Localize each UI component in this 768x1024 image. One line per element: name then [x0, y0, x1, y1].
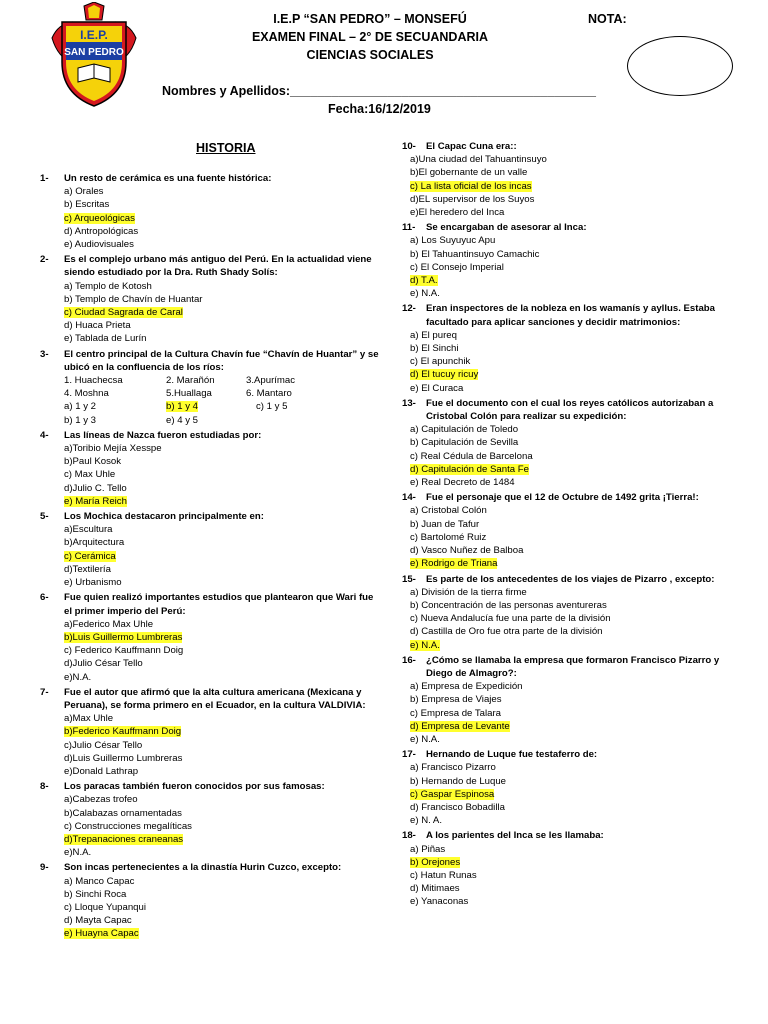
- option-label: c) El Consejo Imperial: [410, 261, 504, 273]
- answer-option[interactable]: [402, 261, 734, 274]
- option-label: d) Antropológicas: [64, 225, 139, 237]
- question-number: 3-: [40, 348, 49, 360]
- option-label: b) Sinchi Roca: [64, 888, 127, 900]
- answer-option[interactable]: [40, 833, 380, 846]
- question-2: [40, 253, 380, 345]
- correct-answer: b)Luis Guillermo Lumbreras: [64, 631, 183, 643]
- answer-option[interactable]: [40, 712, 380, 725]
- answer-option[interactable]: [402, 287, 734, 300]
- option-label: d) Castilla de Oro fue otra parte de la división: [410, 626, 603, 638]
- question-text: ¿Cómo se llamaba la empresa que formaron Francisco Pizarro y Diego de Almagro?:: [426, 654, 720, 679]
- option-label: e) Tablada de Lurín: [64, 333, 147, 345]
- river-row: [40, 374, 380, 387]
- answer-option[interactable]: [40, 765, 380, 778]
- answer-option[interactable]: [40, 550, 380, 563]
- question-stem: [40, 348, 380, 374]
- answer-option[interactable]: [402, 206, 734, 219]
- answer-option[interactable]: [402, 382, 734, 395]
- question-text: Fue el documento con el cual los reyes católicos autorizaban a Cristobal Colón para realizar su expedición:: [426, 397, 714, 423]
- option-label: c) Max Uhle: [64, 469, 116, 481]
- answer-option[interactable]: [402, 153, 734, 166]
- option-label: c) 1 y 5: [256, 401, 288, 413]
- river-row: [40, 387, 380, 400]
- option-label: a) Cristobal Colón: [410, 505, 487, 517]
- question-stem: [40, 780, 380, 793]
- correct-answer: c) Arqueológicas: [64, 212, 135, 224]
- question-number: 1-: [40, 173, 49, 184]
- river-item: 3.Apurímac: [246, 375, 296, 387]
- option-label: c) Real Cédula de Barcelona: [410, 450, 533, 462]
- option-label: a) Piñas: [410, 843, 446, 855]
- option-label: d) Vasco Nuñez de Balboa: [410, 545, 524, 557]
- correct-answer: d) Empresa de Levante: [410, 720, 510, 732]
- question-12: [402, 302, 734, 394]
- answer-option[interactable]: [40, 901, 380, 914]
- answer-option[interactable]: [64, 414, 166, 427]
- answer-option[interactable]: [402, 450, 734, 463]
- option-label: a) Los Suyuyuc Apu: [410, 235, 496, 247]
- answer-option[interactable]: [40, 536, 380, 549]
- grade-oval[interactable]: [627, 36, 733, 96]
- answer-option[interactable]: [40, 198, 380, 211]
- option-label: b) El Tahuantinsuyo Camachic: [410, 248, 540, 260]
- answer-option[interactable]: [40, 739, 380, 752]
- exam-title: EXAMEN FINAL – 2° DE SECUANDARIA: [251, 30, 489, 44]
- answer-option[interactable]: [40, 185, 380, 198]
- answer-option[interactable]: [402, 680, 734, 693]
- option-label: b) Hernando de Luque: [410, 775, 507, 787]
- question-text: A los parientes del Inca se les llamaba:: [426, 830, 604, 842]
- answer-option[interactable]: [40, 468, 380, 481]
- answer-option[interactable]: [40, 495, 380, 508]
- option-label: a)Una ciudad del Tahuantinsuyo: [410, 154, 547, 166]
- question-number: 4-: [40, 429, 49, 441]
- question-text: Son incas pertenecientes a la dinastía Hurin Cuzco, excepto:: [64, 862, 342, 874]
- correct-answer: e) Huayna Capac: [64, 928, 139, 940]
- option-label: d)Textilería: [64, 563, 111, 575]
- question-number: 12-: [402, 303, 416, 315]
- question-stem: [40, 510, 380, 523]
- answer-option[interactable]: [40, 807, 380, 820]
- option-label: a) Manco Capac: [64, 875, 135, 887]
- option-label: d) Huaca Prieta: [64, 320, 131, 332]
- option-label: e)N.A.: [64, 671, 92, 683]
- question-15: [402, 573, 734, 652]
- answer-option[interactable]: [402, 733, 734, 746]
- correct-answer: e) N.A.: [410, 639, 440, 651]
- answer-option[interactable]: [40, 482, 380, 495]
- option-label: b)Calabazas ornamentadas: [64, 807, 182, 819]
- question-stem: [402, 221, 734, 234]
- option-label: b) Juan de Tafur: [410, 518, 480, 530]
- answer-option[interactable]: [402, 544, 734, 557]
- question-number: 6-: [40, 592, 49, 604]
- answer-option[interactable]: [402, 693, 734, 706]
- option-label: b)Paul Kosok: [64, 456, 122, 468]
- answer-option[interactable]: [402, 814, 734, 827]
- river-item: 4. Moshna: [64, 388, 109, 400]
- question-number: 11-: [402, 222, 416, 234]
- answer-option[interactable]: [402, 329, 734, 342]
- exam-date: Fecha:16/12/2019: [328, 102, 431, 116]
- answer-option[interactable]: [402, 801, 734, 814]
- question-number: 18-: [402, 830, 416, 842]
- option-label: a)Toribio Mejía Xesspe: [64, 443, 162, 455]
- option-label: b) El Sinchi: [410, 343, 459, 355]
- correct-answer: e) María Reich: [64, 495, 127, 507]
- answer-option[interactable]: [40, 752, 380, 765]
- answer-option[interactable]: [40, 618, 380, 631]
- question-5: [40, 510, 380, 589]
- question-number: 5-: [40, 511, 49, 523]
- question-text: Es el complejo urbano más antiguo del Perú. En la actualidad viene siendo estudiado por la Dra. Ruth Shady Solís:: [64, 254, 372, 279]
- answer-option[interactable]: [402, 234, 734, 247]
- option-label: c) Nueva Andalucía fue una parte de la división: [410, 613, 611, 625]
- option-label: e) N.A.: [410, 733, 440, 745]
- answer-option[interactable]: [166, 414, 256, 427]
- correct-answer: d) El tucuy ricuy: [410, 369, 479, 381]
- option-label: d)Julio César Tello: [64, 658, 143, 670]
- correct-answer: b)Federico Kauffmann Doig: [64, 726, 182, 738]
- answer-option[interactable]: [402, 368, 734, 381]
- answer-option[interactable]: [402, 869, 734, 882]
- right-column: [402, 138, 734, 909]
- answer-option[interactable]: [64, 400, 166, 413]
- question-text: Eran inspectores de la nobleza en los wamanís y ayllus. Estaba facultado para aplicar sanciones y decidir matrimonios:: [426, 303, 715, 328]
- name-field[interactable]: Nombres y Apellidos:____________________________________________: [162, 84, 596, 98]
- answer-option[interactable]: [402, 463, 734, 476]
- answer-option[interactable]: [402, 476, 734, 489]
- option-label: b) Empresa de Viajes: [410, 694, 502, 706]
- question-stem: [40, 172, 380, 185]
- question-18: [402, 829, 734, 908]
- option-label: b) 1 y 3: [64, 414, 96, 426]
- question-text: Fue el personaje que el 12 de Octubre de 1492 grita ¡Tierra!:: [426, 492, 699, 504]
- question-14: [402, 491, 734, 570]
- question-number: 9-: [40, 862, 49, 874]
- option-row: [40, 400, 380, 413]
- question-stem: [402, 302, 734, 328]
- option-label: e) Yanaconas: [410, 896, 469, 908]
- question-text: Un resto de cerámica es una fuente histórica:: [64, 173, 272, 184]
- option-label: a) Francisco Pizarro: [410, 762, 496, 774]
- question-9: [40, 861, 380, 940]
- answer-option[interactable]: [40, 576, 380, 589]
- answer-option[interactable]: [40, 319, 380, 332]
- option-label: a) Orales: [64, 186, 104, 198]
- answer-option[interactable]: [402, 599, 734, 612]
- option-label: b) Escritas: [64, 199, 110, 211]
- answer-option[interactable]: [40, 875, 380, 888]
- question-text: Los paracas también fueron conocidos por sus famosas:: [64, 781, 325, 793]
- answer-option[interactable]: [40, 631, 380, 644]
- question-text: Los Mochica destacaron principalmente en:: [64, 511, 264, 523]
- school-logo: [48, 2, 140, 110]
- correct-answer: b) Orejones: [410, 856, 461, 868]
- question-11: [402, 221, 734, 300]
- answer-option[interactable]: [40, 657, 380, 670]
- option-label: e) Audiovisuales: [64, 239, 134, 251]
- option-label: d)EL supervisor de los Suyos: [410, 193, 535, 205]
- question-number: 15-: [402, 573, 416, 585]
- answer-option[interactable]: [40, 914, 380, 927]
- answer-option[interactable]: [40, 306, 380, 319]
- correct-answer: d) T.A.: [410, 275, 438, 287]
- question-stem: [402, 397, 734, 423]
- subject-title: CIENCIAS SOCIALES: [306, 48, 434, 62]
- question-10: [402, 140, 734, 219]
- answer-option[interactable]: [402, 707, 734, 720]
- question-3: [40, 348, 380, 427]
- question-text: Fue el autor que afirmó que la alta cultura americana (Mexicana y Peruana), se forma primero en el Ecuador, en la cultura VALDIVIA:: [64, 686, 366, 711]
- question-text: El centro principal de la Cultura Chavín fue “Chavín de Huantar” y se ubicó en la confluencia de los ríos:: [64, 348, 379, 373]
- option-label: d)Julio C. Tello: [64, 482, 127, 494]
- question-13: [402, 397, 734, 489]
- question-number: 7-: [40, 686, 49, 698]
- question-number: 8-: [40, 781, 49, 793]
- question-17: [402, 748, 734, 827]
- answer-option[interactable]: [40, 563, 380, 576]
- question-stem: [402, 573, 734, 586]
- answer-option[interactable]: [402, 518, 734, 531]
- question-stem: [402, 491, 734, 504]
- answer-option[interactable]: [402, 274, 734, 287]
- answer-option[interactable]: [40, 820, 380, 833]
- answer-option[interactable]: [402, 436, 734, 449]
- option-label: c) El apunchik: [410, 356, 471, 368]
- option-label: b)El gobernante de un valle: [410, 167, 528, 179]
- correct-answer: c) Gaspar Espinosa: [410, 788, 495, 800]
- option-label: c) Lloque Yupanqui: [64, 901, 146, 913]
- question-number: 13-: [402, 397, 416, 409]
- option-label: a) Templo de Kotosh: [64, 280, 152, 292]
- svg-text:I.E.P.: I.E.P.: [80, 28, 108, 42]
- question-stem: [40, 686, 380, 712]
- answer-option[interactable]: [166, 400, 256, 413]
- question-number: 14-: [402, 492, 416, 504]
- question-stem: [402, 829, 734, 842]
- question-number: 17-: [402, 749, 416, 761]
- answer-option[interactable]: [40, 846, 380, 859]
- option-label: d)Luis Guillermo Lumbreras: [64, 752, 183, 764]
- option-label: b) Concentración de las personas aventureras: [410, 599, 607, 611]
- answer-option[interactable]: [402, 761, 734, 774]
- answer-option[interactable]: [40, 671, 380, 684]
- correct-answer: c) La lista oficial de los incas: [410, 180, 532, 192]
- question-4: [40, 429, 380, 508]
- answer-option[interactable]: [402, 775, 734, 788]
- answer-option[interactable]: [402, 639, 734, 652]
- option-row: [40, 414, 380, 427]
- question-text: Es parte de los antecedentes de los viajes de Pizarro , excepto:: [426, 573, 715, 585]
- question-number: 16-: [402, 654, 416, 666]
- answer-option[interactable]: [402, 586, 734, 599]
- correct-answer: d)Trepanaciones craneanas: [64, 833, 184, 845]
- option-label: b) Templo de Chavín de Huantar: [64, 293, 203, 305]
- answer-option[interactable]: [402, 180, 734, 193]
- option-label: d) Mayta Capac: [64, 915, 132, 927]
- answer-option[interactable]: [402, 612, 734, 625]
- answer-option[interactable]: [40, 888, 380, 901]
- question-number: 2-: [40, 254, 49, 266]
- correct-answer: c) Ciudad Sagrada de Caral: [64, 307, 183, 319]
- option-label: e) 4 y 5: [166, 414, 198, 426]
- answer-option[interactable]: [402, 248, 734, 261]
- school-name: I.E.P “SAN PEDRO” – MONSEFÚ: [273, 12, 467, 26]
- answer-option[interactable]: [402, 166, 734, 179]
- question-7: [40, 686, 380, 778]
- answer-option[interactable]: [402, 882, 734, 895]
- option-label: e) N.A.: [410, 288, 440, 300]
- answer-option[interactable]: [40, 293, 380, 306]
- answer-option[interactable]: [40, 225, 380, 238]
- option-label: e)Donald Lathrap: [64, 765, 139, 777]
- river-item: 2. Marañón: [166, 375, 215, 387]
- answer-option[interactable]: [256, 400, 316, 413]
- answer-option[interactable]: [40, 442, 380, 455]
- answer-option[interactable]: [40, 332, 380, 345]
- option-label: e) Urbanismo: [64, 577, 122, 589]
- answer-option[interactable]: [402, 788, 734, 801]
- grade-label: NOTA:: [588, 12, 627, 26]
- option-label: a) El pureq: [410, 329, 457, 341]
- option-label: a) 1 y 2: [64, 401, 96, 413]
- option-label: a)Cabezas trofeo: [64, 794, 138, 806]
- river-item: 5.Huallaga: [166, 388, 212, 400]
- answer-option[interactable]: [402, 557, 734, 570]
- option-label: a)Escultura: [64, 524, 113, 536]
- question-stem: [402, 140, 734, 153]
- correct-answer: c) Cerámica: [64, 550, 116, 562]
- question-stem: [402, 748, 734, 761]
- answer-option[interactable]: [40, 212, 380, 225]
- answer-option[interactable]: [40, 793, 380, 806]
- answer-option[interactable]: [402, 342, 734, 355]
- question-text: Hernando de Luque fue testaferro de:: [426, 749, 598, 761]
- option-label: e) Real Decreto de 1484: [410, 477, 515, 489]
- option-label: a) Capitulación de Toledo: [410, 424, 519, 436]
- answer-option[interactable]: [40, 523, 380, 536]
- left-column: [40, 170, 380, 941]
- answer-option[interactable]: [40, 644, 380, 657]
- question-stem: [40, 429, 380, 442]
- option-label: b) Capitulación de Sevilla: [410, 437, 519, 449]
- question-stem: [40, 591, 380, 617]
- option-label: d) Francisco Bobadilla: [410, 801, 505, 813]
- option-label: c)Julio César Tello: [64, 739, 143, 751]
- answer-option[interactable]: [402, 355, 734, 368]
- option-label: a) División de la tierra firme: [410, 586, 527, 598]
- answer-option[interactable]: [402, 531, 734, 544]
- option-label: c) Bartolomé Ruiz: [410, 531, 487, 543]
- answer-option[interactable]: [40, 927, 380, 940]
- question-stem: [402, 654, 734, 680]
- question-number: 10-: [402, 141, 416, 152]
- question-text: Las líneas de Nazca fueron estudiadas por:: [64, 429, 262, 441]
- answer-option[interactable]: [40, 280, 380, 293]
- option-label: c) Hatun Runas: [410, 869, 477, 881]
- section-title: HISTORIA: [196, 141, 256, 155]
- option-label: a)Federico Max Uhle: [64, 618, 154, 630]
- question-text: Fue quien realizó importantes estudios que plantearon que Wari fue el primer imperio del Perú:: [64, 592, 374, 617]
- question-6: [40, 591, 380, 683]
- answer-option[interactable]: [40, 455, 380, 468]
- option-label: c) Federico Kauffmann Doig: [64, 645, 184, 657]
- option-label: b)Arquitectura: [64, 537, 125, 549]
- option-label: a) Empresa de Expedición: [410, 681, 523, 693]
- option-label: e)El heredero del Inca: [410, 207, 505, 219]
- option-label: e)N.A.: [64, 847, 92, 859]
- option-label: d) Mitimaes: [410, 883, 460, 895]
- option-label: b) 1 y 4: [166, 401, 198, 413]
- question-text: El Capac Cuna era::: [426, 141, 517, 152]
- option-label: c) Construcciones megalíticas: [64, 820, 192, 832]
- question-16: [402, 654, 734, 746]
- answer-option[interactable]: [402, 843, 734, 856]
- option-label: a)Max Uhle: [64, 713, 114, 725]
- river-item: 1. Huachecsa: [64, 375, 123, 387]
- answer-option[interactable]: [402, 895, 734, 908]
- option-label: e) El Curaca: [410, 382, 464, 394]
- answer-option[interactable]: [40, 238, 380, 251]
- answer-option[interactable]: [402, 504, 734, 517]
- answer-option[interactable]: [402, 625, 734, 638]
- question-stem: [40, 253, 380, 279]
- svg-text:SAN PEDRO: SAN PEDRO: [64, 47, 124, 58]
- answer-option[interactable]: [402, 856, 734, 869]
- correct-answer: d) Capitulación de Santa Fe: [410, 463, 529, 475]
- question-stem: [40, 861, 380, 874]
- river-item: 6. Mantaro: [246, 388, 292, 400]
- answer-option[interactable]: [402, 720, 734, 733]
- question-8: [40, 780, 380, 859]
- option-label: c) Empresa de Talara: [410, 707, 502, 719]
- correct-answer: e) Rodrigo de Triana: [410, 558, 498, 570]
- answer-option[interactable]: [402, 423, 734, 436]
- option-label: e) N. A.: [410, 815, 442, 827]
- answer-option[interactable]: [40, 725, 380, 738]
- question-text: Se encargaban de asesorar al Inca:: [426, 222, 587, 234]
- question-1: [40, 172, 380, 251]
- answer-option[interactable]: [402, 193, 734, 206]
